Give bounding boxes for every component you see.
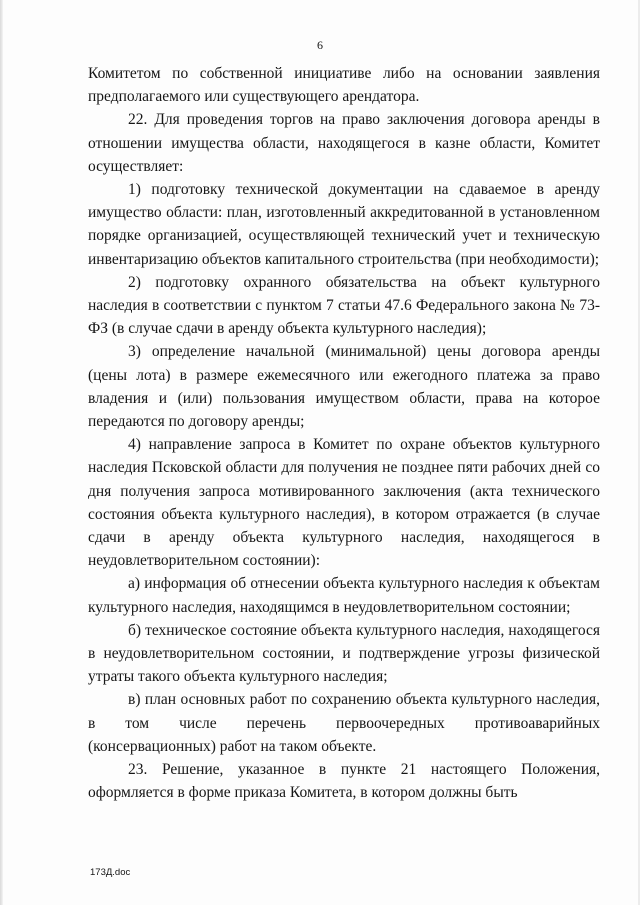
page-number: 6 [317,38,323,52]
paragraph-22-item-4-c: в) план основных работ по сохранению объекта культурного наследия, в том числе перечень первоочередных противоаварийных (консервационных) работ на таком объекте. [88,691,600,755]
paragraph-22-item-1: 1) подготовку технической документации на сдаваемое в аренду имущество области: план, изготовленный аккредитованной в установленном порядке организацией, осуществляющей технический учет и техническую инвентаризацию объектов капитального строительства (при необходимости); [88,181,600,268]
paragraph-22-item-4-b: б) техническое состояние объекта культурного наследия, находящегося в неудовлетворительном состоянии, и подтверждение угрозы физической утраты такого объекта культурного наследия; [88,621,600,686]
paragraph-22-item-4: 4) направление запроса в Комитет по охране объектов культурного наследия Псковской области для получения не позднее пяти рабочих дней со дня получения запроса мотивированного заключения (акта технического состояния объекта культурного наследия), в котором отражается (в случае сдачи в аренду объекта культурного наследия, находящегося в неудовлетворительном состоянии): [88,436,600,570]
paragraph-22: 22. Для проведения торгов на право заключения договора аренды в отношении имущества области, находящегося в казне области, Комитет осуществляет: [88,111,600,175]
paragraph-22-item-3: 3) определение начальной (минимальной) цены договора аренды (цены лота) в размере ежемесячного или ежегодного платежа за право владения и (или) пользования имуществом области, права на которое передаются по договору аренды; [88,343,600,431]
paragraph-23: 23. Решение, указанное в пункте 21 настоящего Положения, оформляется в форме приказа Комитета, в котором должны быть [88,761,600,802]
paragraph-continuation: Комитетом по собственной инициативе либо на основании заявления предполагаемого или существующего арендатора. [88,65,600,106]
paragraph-22-item-2: 2) подготовку охранного обязательства на объект культурного наследия в соответствии с пунктом 7 статьи 47.6 Федерального закона № 73-ФЗ (в случае сдачи в аренду объекта культурного наследия); [88,273,600,338]
document-body [88,62,600,805]
scan-left-edge [0,0,3,905]
paragraph-22-item-4-a: а) информация об отнесении объекта культурного наследия к объектам культурного наследия, находящимся в неудовлетворительном состоянии; [88,575,600,616]
file-name-footer: 173Д.doc [90,867,131,878]
